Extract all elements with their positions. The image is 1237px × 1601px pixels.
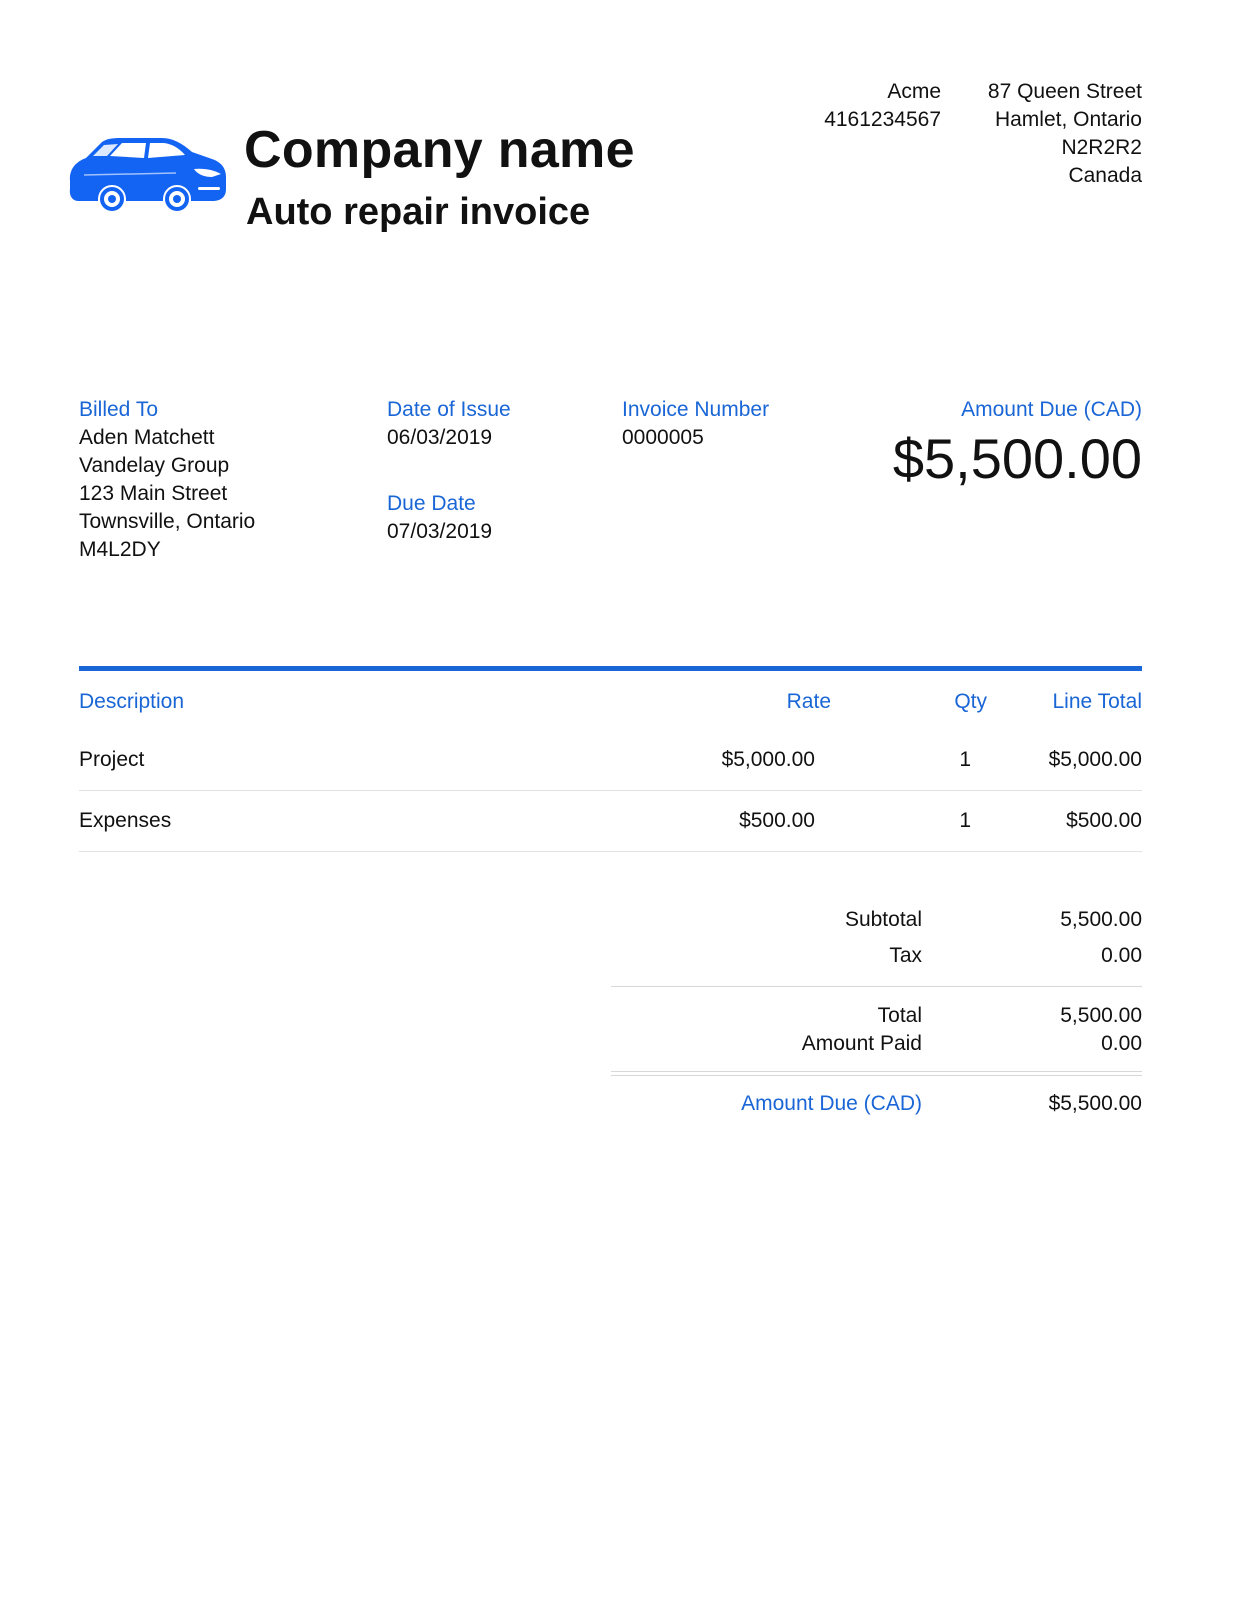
billed-to-line: M4L2DY [79, 538, 161, 561]
date-of-issue-value: 06/03/2019 [387, 426, 493, 449]
column-header-description: Description [79, 690, 185, 713]
subtotal-label: Subtotal [844, 908, 922, 931]
sender-name: Acme [887, 80, 941, 103]
document-title: Auto repair invoice [246, 191, 591, 233]
column-header-line-total: Line Total [1052, 690, 1142, 713]
billed-to-line: Townsville, Ontario [79, 510, 256, 533]
due-date-label: Due Date [387, 492, 476, 515]
tax-label: Tax [889, 944, 922, 967]
billed-to-line: 123 Main Street [79, 482, 228, 505]
due-date-block [387, 490, 492, 546]
total-label: Total [877, 1004, 922, 1027]
amount-due-label: Amount Due (CAD) [961, 398, 1142, 421]
column-header-qty: Qty [954, 690, 987, 713]
invoice-number-block [622, 396, 769, 452]
row-line-total: $500.00 [1066, 809, 1142, 832]
amount-paid-label: Amount Paid [801, 1032, 922, 1055]
invoice-number-value: 0000005 [622, 426, 704, 449]
summary-amount-due-label: Amount Due (CAD) [741, 1092, 922, 1115]
subtotal-value: 5,500.00 [1060, 908, 1142, 931]
column-header-rate: Rate [786, 690, 831, 713]
row-description: Expenses [79, 809, 172, 832]
amount-due-value: $5,500.00 [892, 427, 1142, 490]
company-name: Company name [244, 121, 635, 179]
sender-address-line: N2R2R2 [1061, 136, 1142, 159]
amount-paid-value: 0.00 [1101, 1032, 1142, 1055]
sender-address-line: Hamlet, Ontario [994, 108, 1142, 131]
tax-value: 0.00 [1101, 944, 1142, 967]
summary-divider [611, 986, 1142, 987]
summary-double-rule-bottom [611, 1075, 1142, 1076]
amount-due-block [893, 396, 1142, 490]
car-icon [66, 137, 228, 215]
table-row [79, 730, 1142, 791]
date-of-issue-label: Date of Issue [387, 398, 511, 421]
sender-address [988, 78, 1142, 190]
date-of-issue-block [387, 396, 511, 452]
sender-phone: 4161234567 [824, 108, 941, 131]
billed-to-line: Vandelay Group [79, 454, 230, 477]
row-description: Project [79, 748, 145, 771]
billed-to-line: Aden Matchett [79, 426, 215, 449]
due-date-value: 07/03/2019 [387, 520, 493, 543]
row-qty: 1 [959, 748, 971, 771]
sender-address-line: 87 Queen Street [987, 80, 1142, 103]
summary-double-rule-top [611, 1071, 1142, 1072]
row-qty: 1 [959, 809, 971, 832]
row-rate: $500.00 [739, 809, 815, 832]
row-line-total: $5,000.00 [1048, 748, 1142, 771]
table-top-rule [79, 666, 1142, 671]
billed-to-block [79, 396, 255, 564]
row-rate: $5,000.00 [721, 748, 815, 771]
invoice-number-label: Invoice Number [622, 398, 770, 421]
summary-amount-due-value: $5,500.00 [1048, 1092, 1142, 1115]
table-row [79, 791, 1142, 852]
total-value: 5,500.00 [1060, 1004, 1142, 1027]
sender-address-line: Canada [1068, 164, 1142, 187]
billed-to-label: Billed To [79, 398, 158, 421]
sender-contact [824, 78, 941, 134]
